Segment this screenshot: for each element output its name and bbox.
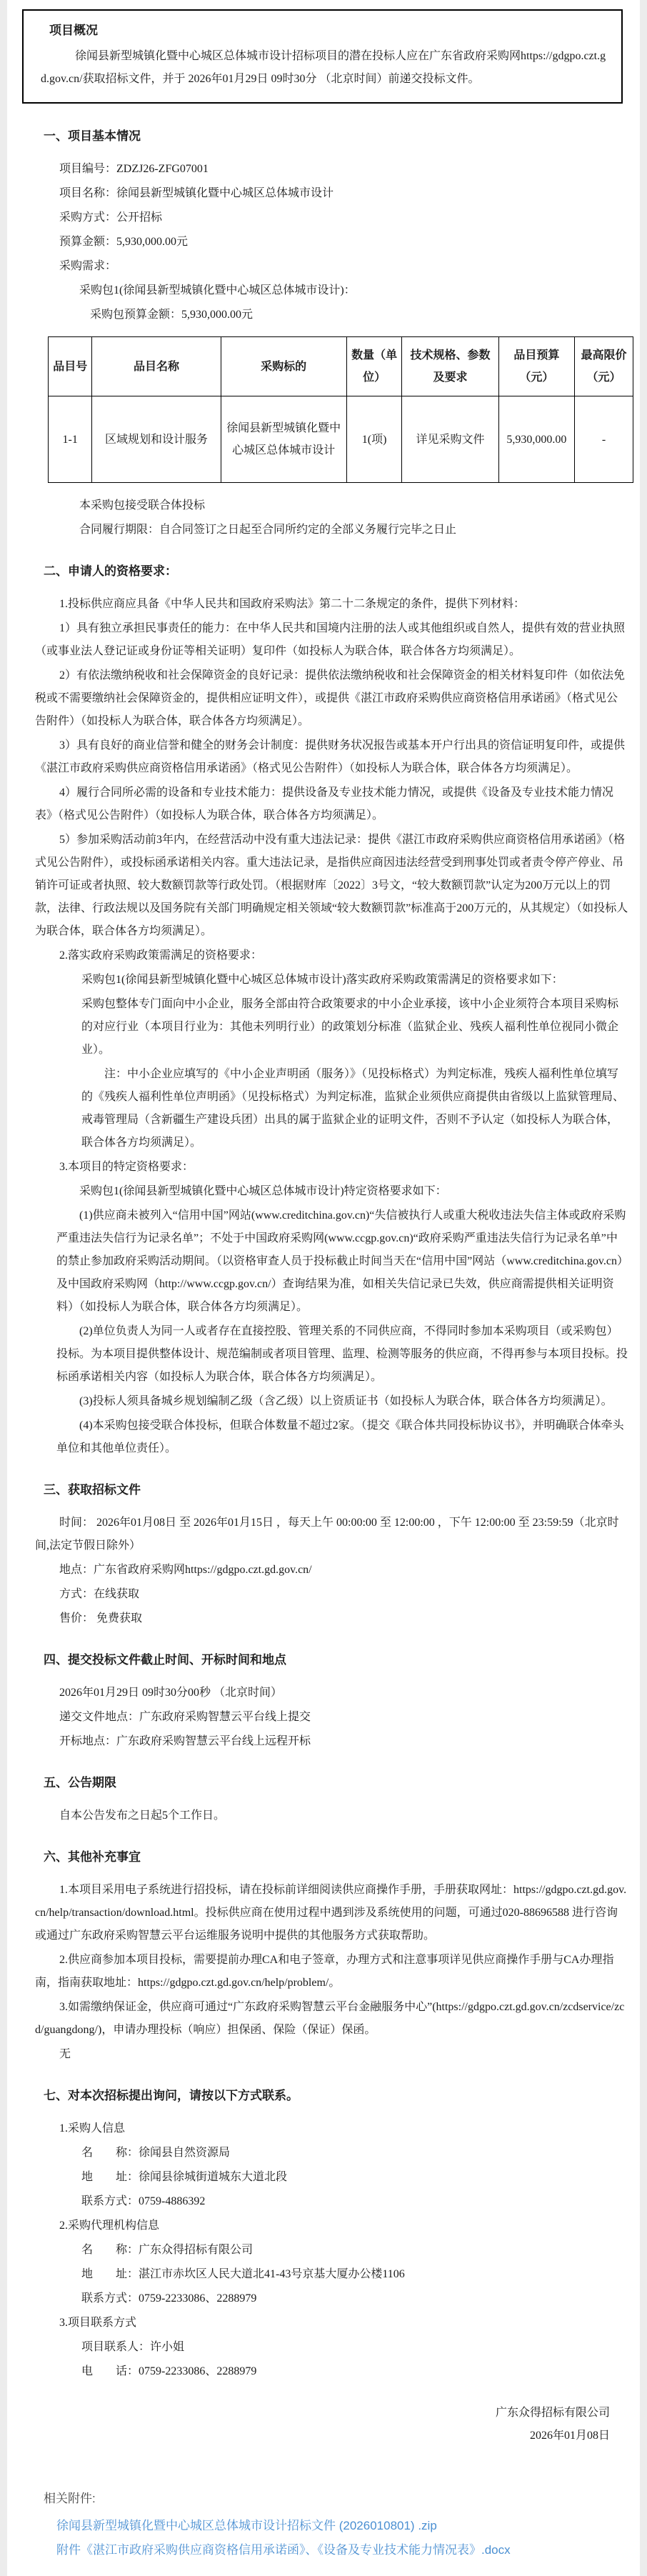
items-table — [48, 336, 633, 483]
obtain-time: 时间： 2026年01月08日 至 2026年01月15日 ，每天上午 00:00:00 至 12:00:00 ，下午 12:00:00 至 23:59:59（北京时间,法定节假日除外） — [35, 1517, 619, 1552]
col-max-price: 最高限价（元） — [575, 337, 633, 396]
field-project-number: 项目编号：ZDZJ26-ZFG07001 — [59, 163, 209, 175]
field-budget-amount: 预算金额：5,930,000.00元 — [59, 236, 189, 248]
section-7-heading: 七、对本次招标提出询问，请按以下方式联系。 — [44, 2089, 299, 2102]
supplement-none: 无 — [59, 2048, 71, 2060]
overview-title: 项目概况 — [49, 24, 98, 37]
policy-package-line: 采购包1(徐闻县新型城镇化暨中心城区总体城市设计)落实政府采购政策需满足的资格要求如下： — [81, 974, 563, 986]
project-contact-person: 项目联系人：许小姐 — [81, 2341, 185, 2353]
specific-package-line: 采购包1(徐闻县新型城镇化暨中心城区总体城市设计)特定资格要求如下： — [79, 1185, 447, 1197]
specific-item-3: (3)投标人须具备城乡规划编制乙级（含乙级）以上资质证书（如投标人为联合体，联合体各方均须满足）。 — [79, 1395, 613, 1407]
qualification-item-5: 5）参加采购活动前3年内，在经营活动中没有重大违法记录：提供《湛江市政府采购供应商资格信用承诺函》（格式见公告附件），或投标函承诺相关内容。重大违法记录，是指供应商因违法经营受到刑事处罚或者责令停产停业、吊销许可证或者执照、较大数额罚款等行政处罚。（根据财库〔2022〕3号文，“较大数额罚款”认定为200万元以上的罚款，法律、行政法规以及国务院有关部门明确规定相关领域“较大数额罚款”标准高于200万元的，从其规定）（如投标人为联合体，联合体各方均须满足）。 — [35, 834, 628, 937]
supplement-item-2: 2.供应商参加本项目投标，需要提前办理CA和电子签章，办理方式和注意事项详见供应商操作手册与CA办理指南，指南获取地址：https://gdgpo.czt.gd.gov.cn/help/problem/。 — [35, 1954, 614, 1989]
section-6-heading: 六、其他补充事宜 — [44, 1850, 141, 1864]
table-row — [49, 396, 633, 483]
qualification-item-4: 4）履行合同所必需的设备和专业技术能力：提供设备及专业技术能力情况，或提供《设备及专业技术能力情况表》（格式见公告附件）（如投标人为联合体，联合体各方均须满足）。 — [35, 787, 614, 822]
announcement-period: 自本公告发布之日起5个工作日。 — [59, 1809, 226, 1822]
announcement-page — [7, 0, 640, 2576]
package-budget: 采购包预算金额：5,930,000.00元 — [90, 309, 254, 321]
col-subject: 采购标的 — [221, 337, 346, 396]
project-contact-title: 3.项目联系方式 — [59, 2317, 137, 2329]
attachment-link-docx[interactable]: 附件《湛江市政府采购供应商资格信用承诺函》、《设备及专业技术能力情况表》.docx — [56, 2543, 511, 2557]
section-1-heading: 一、项目基本情况 — [44, 129, 141, 143]
attachments-section — [16, 2487, 628, 2562]
supplement-item-3: 3.如需缴纳保证金，供应商可通过“广东政府采购智慧云平台金融服务中心”(https://gdgpo.czt.gd.gov.cn/zcdservice/zcd/guangdong/)，申请办理投标（响应）担保函、保险（保证）保函。 — [35, 2001, 625, 2036]
buyer-name: 名 称：徐闻县自然资源局 — [81, 2147, 231, 2159]
agency-name: 名 称：广东众得招标有限公司 — [81, 2244, 254, 2256]
col-item-budget: 品目预算（元） — [498, 337, 574, 396]
buyer-info-title: 1.采购人信息 — [59, 2122, 126, 2135]
project-overview-box — [22, 9, 623, 104]
specific-item-1: (1)供应商未被列入“信用中国”网站(www.creditchina.gov.cn)“失信被执行人或重大税收违法失信主体或政府采购严重违法失信行为记录名单”；不处于中国政府采购网(www.ccgp.gov.cn)“政府采购严重违法失信行为记录名单”中的禁止参加政府采购活动期间。（以资格审查人员于投标截止时间当天在“信用中国”网站（www.creditchina.gov.cn）及中国政府采购网（http://www.ccgp.gov.cn/）查询结果为准，如相关失信记录已失效，供应商需提供相关证明资料）（如投标人为联合体，联合体各方均须满足）。 — [56, 1209, 628, 1313]
package-line: 采购包1(徐闻县新型城镇化暨中心城区总体城市设计)： — [79, 284, 356, 296]
section-3-heading: 三、获取招标文件 — [44, 1483, 141, 1497]
signature-date: 2026年01月08日 — [529, 2430, 610, 2442]
note-consortium: 本采购包接受联合体投标 — [79, 499, 206, 511]
qualification-item-2: 2）有依法缴纳税收和社会保障资金的良好记录：提供依法缴纳税收和社会保障资金的相关材料复印件（如依法免税或不需要缴纳社会保障资金的，提供相应证明文件），或提供《湛江市政府采购供应商资格信用承诺函》（格式见公告附件）（如投标人为联合体，联合体各方均须满足）。 — [35, 669, 626, 727]
attachment-link-zip[interactable]: 徐闻县新型城镇化暨中心城区总体城市设计招标文件 (2026010801) .zip — [56, 2519, 437, 2532]
supplement-item-1: 1.本项目采用电子系统进行招投标，请在投标前详细阅读供应商操作手册，手册获取网址：https://gdgpo.czt.gd.gov.cn/help/transaction/download.html。投标供应商在使用过程中遇到涉及系统使用的问题，可通过020-88696588 进行咨询或通过广东政府采购智慧云平台运维服务说明中提供的其他服务方式获取帮助。 — [35, 1884, 627, 1942]
field-procurement-method: 采购方式：公开招标 — [59, 211, 163, 224]
cell-tech-spec: 详见采购文件 — [402, 396, 498, 483]
section-4-heading: 四、提交投标文件截止时间、开标时间和地点 — [44, 1653, 286, 1667]
cell-quantity: 1(项) — [346, 396, 402, 483]
field-project-name: 项目名称：徐闻县新型城镇化暨中心城区总体城市设计 — [59, 187, 334, 199]
signature-company: 广东众得招标有限公司 — [495, 2407, 610, 2419]
qualification-item-1: 1）具有独立承担民事责任的能力：在中华人民共和国境内注册的法人或其他组织或自然人，提供有效的营业执照（或事业法人登记证或身份证等相关证明）复印件（如投标人为联合体，联合体各方均须满足）。 — [35, 622, 626, 657]
specific-item-2: (2)单位负责人为同一人或者存在直接控股、管理关系的不同供应商，不得同时参加本采购项目（或采购包）投标。为本项目提供整体设计、规范编制或者项目管理、监理、检测等服务的供应商，不得再参与本项目投标。投标函承诺相关内容（如投标人为联合体，联合体各方均须满足）。 — [56, 1325, 628, 1383]
cell-item-no: 1-1 — [49, 396, 92, 483]
overview-body: 徐闻县新型城镇化暨中心城区总体城市设计招标项目的潜在投标人应在广东省政府采购网https://gdgpo.czt.gd.gov.cn/获取招标文件，并于 2026年01月29日 09时30分 （北京时间）前递交投标文件。 — [41, 50, 606, 85]
col-quantity: 数量（单位） — [346, 337, 402, 396]
col-item-no: 品目号 — [49, 337, 92, 396]
cell-item-budget: 5,930,000.00 — [498, 396, 574, 483]
buyer-contact: 联系方式：0759-4886392 — [81, 2195, 206, 2207]
project-contact-phone: 电 话：0759-2233086、2288979 — [81, 2365, 257, 2377]
qualification-item-3: 3）具有良好的商业信誉和健全的财务会计制度：提供财务状况报告或基本开户行出具的资信证明复印件，或提供《湛江市政府采购供应商资格信用承诺函》（格式见公告附件）（如投标人为联合体，联合体各方均须满足）。 — [35, 739, 626, 774]
agency-contact: 联系方式：0759-2233086、2288979 — [81, 2292, 257, 2305]
cell-item-name: 区域规划和设计服务 — [92, 396, 221, 483]
note-contract-term: 合同履行期限：自合同签订之日起至合同所约定的全部义务履行完毕之日止 — [79, 524, 457, 536]
cell-max-price: - — [575, 396, 633, 483]
section-5-heading: 五、公告期限 — [44, 1776, 116, 1789]
policy-intro: 2.落实政府采购政策需满足的资格要求： — [59, 949, 263, 962]
agency-address: 地 址：湛江市赤坎区人民大道北41-43号京基大厦办公楼1106 — [81, 2268, 405, 2280]
obtain-place: 地点：广东省政府采购网https://gdgpo.czt.gd.gov.cn/ — [59, 1564, 312, 1576]
buyer-address: 地 址：徐闻县徐城街道城东大道北段 — [81, 2171, 288, 2183]
section-2-heading: 二、申请人的资格要求： — [44, 564, 177, 578]
agency-info-title: 2.采购代理机构信息 — [59, 2220, 160, 2232]
open-place: 开标地点：广东政府采购智慧云平台线上远程开标 — [59, 1735, 311, 1747]
obtain-method: 方式：在线获取 — [59, 1588, 140, 1600]
table-header-row — [49, 337, 633, 396]
announcement-document — [7, 0, 640, 2562]
bid-deadline: 2026年01月29日 09时30分00秒 （北京时间） — [59, 1687, 283, 1699]
col-tech-spec: 技术规格、参数及要求 — [402, 337, 498, 396]
signature-block — [16, 2402, 628, 2447]
field-procurement-demand: 采购需求： — [59, 260, 117, 272]
qualification-intro: 1.投标供应商应具备《中华人民共和国政府采购法》第二十二条规定的条件，提供下列材料： — [59, 598, 526, 610]
cell-subject: 徐闻县新型城镇化暨中心城区总体城市设计 — [221, 396, 346, 483]
policy-body: 采购包整体专门面向中小企业，服务全部由符合政策要求的中小企业承接，该中小企业须符合本项目采购标的对应行业（本项目行业为：其他未列明行业）的政策划分标准（监狱企业、残疾人福利性单位视同小微企业）。 — [81, 998, 619, 1056]
obtain-price: 售价： 免费获取 — [59, 1612, 143, 1624]
policy-note: 注：中小企业应填写的《中小企业声明函（服务）》（见投标格式）为判定标准，残疾人福利性单位填写的《残疾人福利性单位声明函》（见投标格式）为判定标准，监狱企业须供应商提供由省级以上监狱管理局、戒毒管理局（含新疆生产建设兵团）出具的属于监狱企业的证明文件，否则不予认定（如投标人为联合体，联合体各方均须满足）。 — [81, 1068, 625, 1149]
specific-item-4: (4)本采购包接受联合体投标，但联合体数量不超过2家。（提交《联合体共同投标协议书》，并明确联合体牵头单位和其他单位责任）。 — [56, 1419, 624, 1454]
specific-intro: 3.本项目的特定资格要求： — [59, 1161, 194, 1173]
submit-place: 递交文件地点：广东政府采购智慧云平台线上提交 — [59, 1711, 311, 1723]
col-item-name: 品目名称 — [92, 337, 221, 396]
attachments-label: 相关附件: — [44, 2492, 96, 2505]
